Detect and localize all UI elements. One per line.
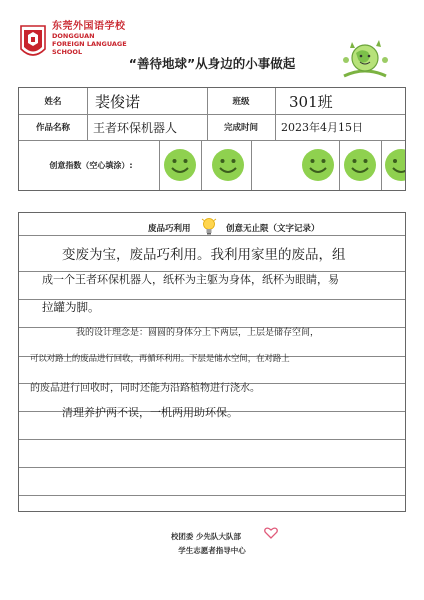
smiley-icon [211,148,245,182]
section-right-label: 创意无止限（文字记录） [226,224,320,234]
heart-icon [264,527,278,539]
smiley-icon [301,148,335,182]
essay-line-6: 的废品进行回收时，同时还能为沿路植物进行浇水。 [30,383,260,394]
school-name-cn: 东莞外国语学校 [52,21,126,32]
essay-line-5: 可以对路上的废品进行回收，再循环利用。下层是储水空间，在对路上 [30,353,290,363]
name-label: 姓名 [44,97,62,107]
info-row-name [19,88,405,115]
essay-line-3: 拉罐为脚。 [42,300,100,314]
essay-line-2: 成一个王者环保机器人，纸杯为主躯为身体，纸杯为眼睛，易 [42,273,339,286]
school-name-en-1: DONGGUAN [52,32,95,40]
class-value: 301班 [289,92,333,111]
section-left-label: 废品巧利用 [148,224,191,234]
footer-line-2: 学生志愿者指导中心 [178,546,246,555]
creativity-rating [159,140,407,190]
school-name [52,22,127,56]
school-name-en-2: FOREIGN LANGUAGE [52,40,127,48]
work-label: 作品名称 [35,123,70,133]
info-row-creativity [19,140,405,190]
essay-line-1: 变废为宝，废品巧利用。我利用家里的废品，组 [62,247,346,263]
smiley-icon [385,148,405,182]
name-value: 裴俊诺 [95,92,141,111]
time-label: 完成时间 [223,123,258,133]
footer-line-1: 校团委 少先队大队部 [170,532,242,541]
info-row-work [19,114,405,141]
essay-line-4: 我的设计理念是：圆圆的身体分上下两层，上层是储存空间， [76,328,320,338]
school-name-en-3: SCHOOL [52,48,83,56]
work-value: 王者环保机器人 [93,120,178,135]
class-label: 班级 [232,97,250,107]
time-value: 2023年4月15日 [281,121,363,134]
lightbulb-icon [201,217,217,237]
page-title: “善待地球”从身边的小事做起 [128,56,296,71]
creativity-label: 创意指数（空心填涂）: [49,160,133,170]
info-table [18,87,406,191]
essay-line-7: 清理养护两不误，一机两用助环保。 [62,406,238,419]
smiley-icon [343,148,377,182]
smiley-icon [163,148,197,182]
